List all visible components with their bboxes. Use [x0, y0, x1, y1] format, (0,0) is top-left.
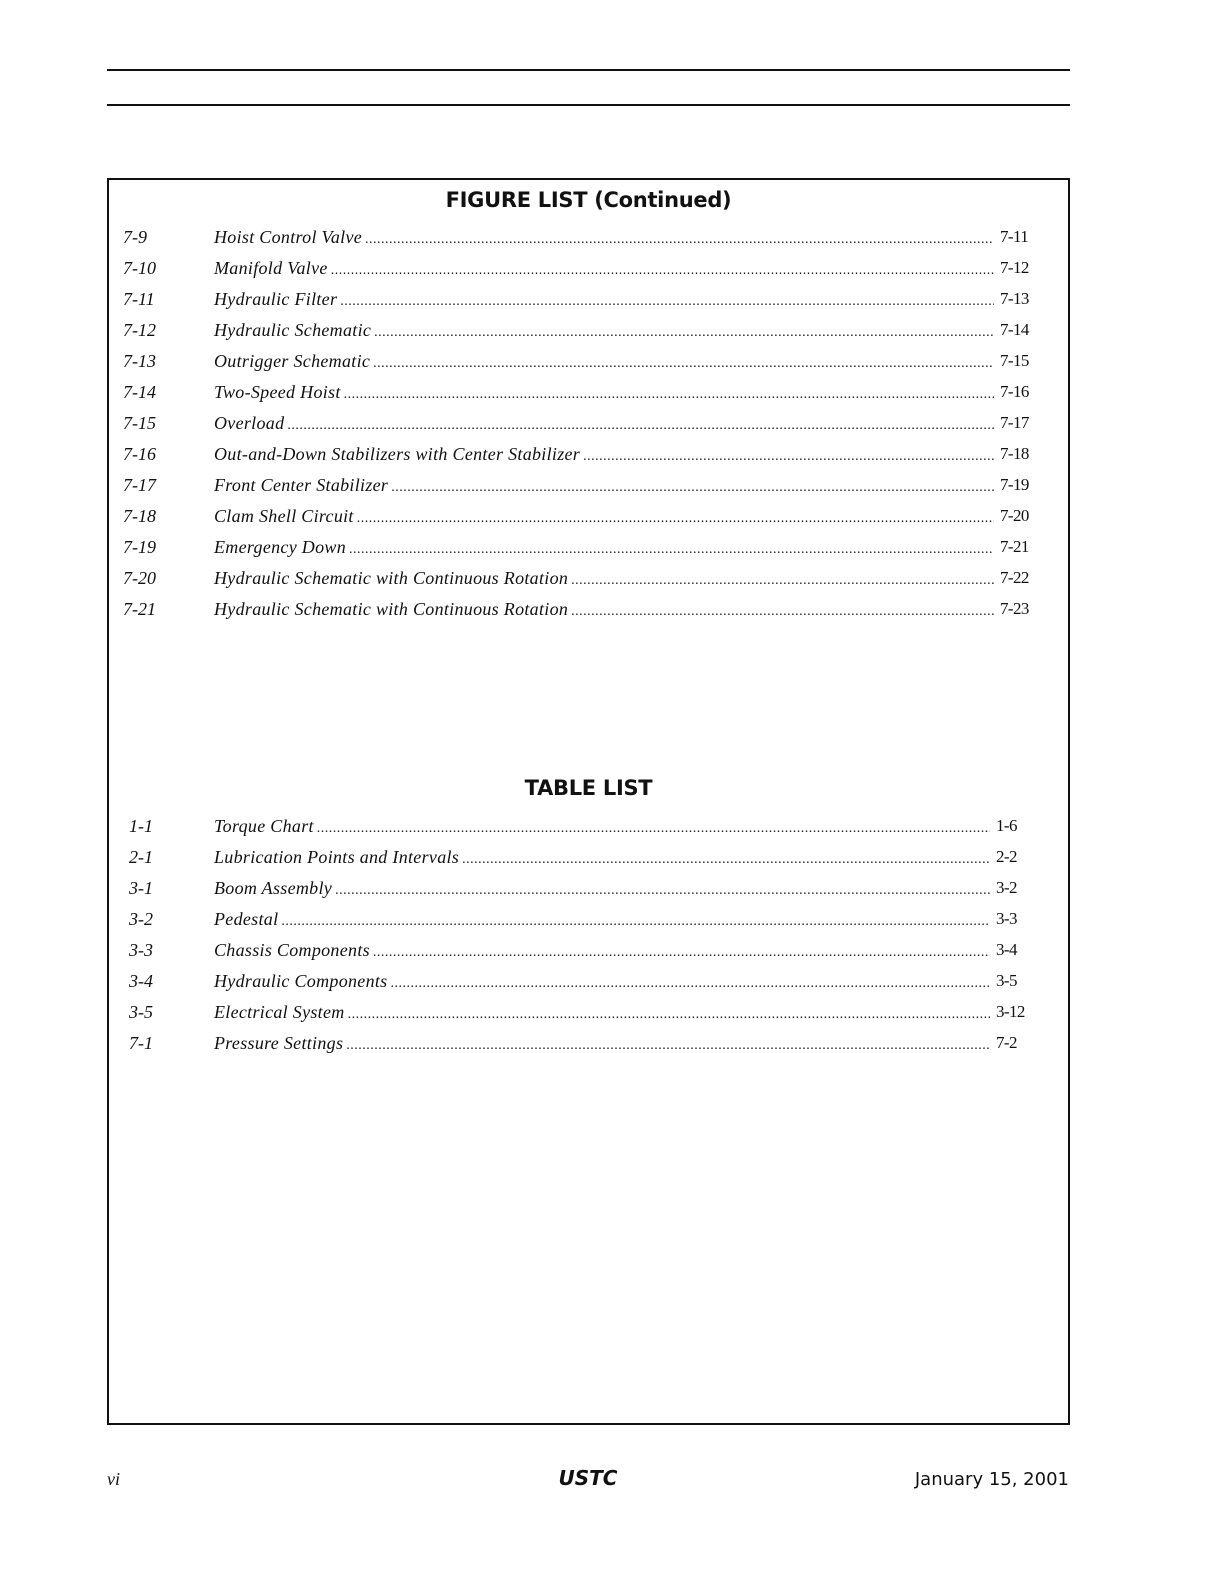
entry-number: 7-21	[123, 599, 156, 619]
entry-number: 7-12	[123, 320, 156, 340]
entry-number: 3-5	[129, 1002, 153, 1022]
entry-number: 7-9	[123, 227, 147, 247]
entry-title-leader	[214, 351, 994, 372]
entry-title-leader	[214, 568, 994, 589]
entry-title-leader	[214, 940, 990, 961]
list-entry[interactable]	[109, 876, 1068, 907]
entry-title-leader	[214, 382, 994, 403]
entry-number: 3-3	[129, 940, 153, 960]
entry-number: 7-1	[129, 1033, 153, 1053]
entry-title: Front Center Stabilizer	[214, 475, 389, 495]
entry-title: Hydraulic Filter	[214, 289, 338, 309]
entry-title-leader	[214, 258, 994, 279]
list-entry[interactable]	[109, 907, 1068, 938]
entry-page: 7-16	[1000, 382, 1029, 401]
list-entry[interactable]	[109, 256, 1068, 287]
entry-page: 7-18	[1000, 444, 1029, 463]
entry-title-leader	[214, 227, 994, 248]
entry-number: 7-17	[123, 475, 156, 495]
dot-leader	[287, 418, 994, 434]
entry-title-leader	[214, 878, 990, 899]
list-entry[interactable]	[109, 287, 1068, 318]
entry-page: 7-19	[1000, 475, 1029, 494]
dot-leader	[373, 356, 994, 372]
entry-number: 1-1	[129, 816, 153, 836]
header-rule-bottom	[107, 104, 1070, 106]
footer-page-number: vi	[107, 1469, 120, 1489]
entry-title: Clam Shell Circuit	[214, 506, 354, 526]
dot-leader	[391, 480, 994, 496]
list-entry[interactable]	[109, 349, 1068, 380]
entry-title: Lubrication Points and Intervals	[214, 847, 460, 867]
list-entry[interactable]	[109, 504, 1068, 535]
entry-page: 7-22	[1000, 568, 1029, 587]
entry-title: Pedestal	[214, 909, 279, 929]
entry-title-leader	[214, 320, 994, 341]
entry-title-leader	[214, 1002, 990, 1023]
list-entry[interactable]	[109, 597, 1068, 628]
entry-number: 7-14	[123, 382, 156, 402]
dot-leader	[349, 542, 994, 558]
entry-title-leader	[214, 289, 994, 310]
entry-page: 7-12	[1000, 258, 1029, 277]
figure-list	[109, 225, 1068, 628]
entry-number: 7-10	[123, 258, 156, 278]
entry-title-leader	[214, 971, 990, 992]
entry-number: 2-1	[129, 847, 153, 867]
dot-leader	[583, 449, 994, 465]
entry-page: 1-6	[996, 816, 1017, 835]
entry-title: Overload	[214, 413, 285, 433]
table-list-heading: TABLE LIST	[524, 776, 653, 800]
entry-title: Outrigger Schematic	[214, 351, 371, 371]
entry-number: 3-1	[129, 878, 153, 898]
dot-leader	[571, 573, 994, 589]
figure-list-heading: FIGURE LIST (Continued)	[445, 188, 732, 212]
list-entry[interactable]	[109, 1000, 1068, 1031]
list-entry[interactable]	[109, 969, 1068, 1000]
dot-leader	[281, 914, 990, 930]
dot-leader	[374, 325, 994, 341]
entry-title-leader	[214, 909, 990, 930]
entry-title: Hydraulic Schematic with Continuous Rotation	[214, 599, 569, 619]
dot-leader	[357, 511, 994, 527]
entry-page: 3-3	[996, 909, 1017, 928]
entry-page: 7-21	[1000, 537, 1029, 556]
entry-page: 7-20	[1000, 506, 1029, 525]
dot-leader	[571, 604, 994, 620]
list-entry[interactable]	[109, 1031, 1068, 1062]
entry-number: 7-16	[123, 444, 156, 464]
entry-page: 7-23	[1000, 599, 1029, 618]
list-entry[interactable]	[109, 566, 1068, 597]
entry-title: Two-Speed Hoist	[214, 382, 341, 402]
list-entry[interactable]	[109, 938, 1068, 969]
entry-number: 7-20	[123, 568, 156, 588]
entry-page: 7-15	[1000, 351, 1029, 370]
list-entry[interactable]	[109, 535, 1068, 566]
table-list	[109, 814, 1068, 1062]
entry-title: Boom Assembly	[214, 878, 333, 898]
dot-leader	[373, 945, 990, 961]
entry-title-leader	[214, 475, 994, 496]
dot-leader	[365, 232, 994, 248]
entry-title-leader	[214, 816, 990, 837]
entry-number: 7-11	[123, 289, 155, 309]
dot-leader	[340, 294, 994, 310]
entry-page: 7-11	[1000, 227, 1029, 246]
entry-title-leader	[214, 537, 994, 558]
dot-leader	[348, 1007, 990, 1023]
entry-page: 3-5	[996, 971, 1017, 990]
footer-date: January 15, 2001	[914, 1469, 1069, 1490]
dot-leader	[344, 387, 994, 403]
list-entry[interactable]	[109, 380, 1068, 411]
entry-page: 7-14	[1000, 320, 1029, 339]
dot-leader	[390, 976, 990, 992]
entry-number: 7-19	[123, 537, 156, 557]
entry-title: Hydraulic Components	[214, 971, 388, 991]
entry-number: 3-4	[129, 971, 153, 991]
list-entry[interactable]	[109, 442, 1068, 473]
entry-title: Out-and-Down Stabilizers with Center Stabilizer	[214, 444, 581, 464]
entry-title: Hoist Control Valve	[214, 227, 363, 247]
entry-title: Hydraulic Schematic	[214, 320, 372, 340]
dot-leader	[346, 1038, 990, 1054]
entry-number: 7-15	[123, 413, 156, 433]
list-entry[interactable]	[109, 845, 1068, 876]
entry-title: Manifold Valve	[214, 258, 328, 278]
dot-leader	[317, 821, 990, 837]
entry-title: Pressure Settings	[214, 1033, 344, 1053]
entry-page: 7-2	[996, 1033, 1017, 1052]
entry-page: 7-13	[1000, 289, 1029, 308]
header-rule-top	[107, 69, 1070, 71]
entry-number: 7-18	[123, 506, 156, 526]
entry-title: Electrical System	[214, 1002, 345, 1022]
dot-leader	[462, 852, 990, 868]
entry-number: 3-2	[129, 909, 153, 929]
entry-title-leader	[214, 599, 994, 620]
entry-title-leader	[214, 444, 994, 465]
entry-title-leader	[214, 847, 990, 868]
list-entry[interactable]	[109, 225, 1068, 256]
entry-title: Hydraulic Schematic with Continuous Rotation	[214, 568, 569, 588]
entry-title: Chassis Components	[214, 940, 370, 960]
entry-page: 2-2	[996, 847, 1017, 866]
list-entry[interactable]	[109, 473, 1068, 504]
entry-page: 3-12	[996, 1002, 1025, 1021]
footer-brand: USTC	[558, 1466, 618, 1490]
entry-page: 7-17	[1000, 413, 1029, 432]
entry-title-leader	[214, 506, 994, 527]
entry-title: Torque Chart	[214, 816, 314, 836]
dot-leader	[331, 263, 994, 279]
list-entry[interactable]	[109, 318, 1068, 349]
entry-title-leader	[214, 1033, 990, 1054]
entry-number: 7-13	[123, 351, 156, 371]
entry-title: Emergency Down	[214, 537, 346, 557]
list-entry[interactable]	[109, 814, 1068, 845]
entry-page: 3-4	[996, 940, 1017, 959]
entry-title-leader	[214, 413, 994, 434]
entry-page: 3-2	[996, 878, 1017, 897]
content-frame	[107, 178, 1070, 1425]
list-entry[interactable]	[109, 411, 1068, 442]
dot-leader	[335, 883, 990, 899]
